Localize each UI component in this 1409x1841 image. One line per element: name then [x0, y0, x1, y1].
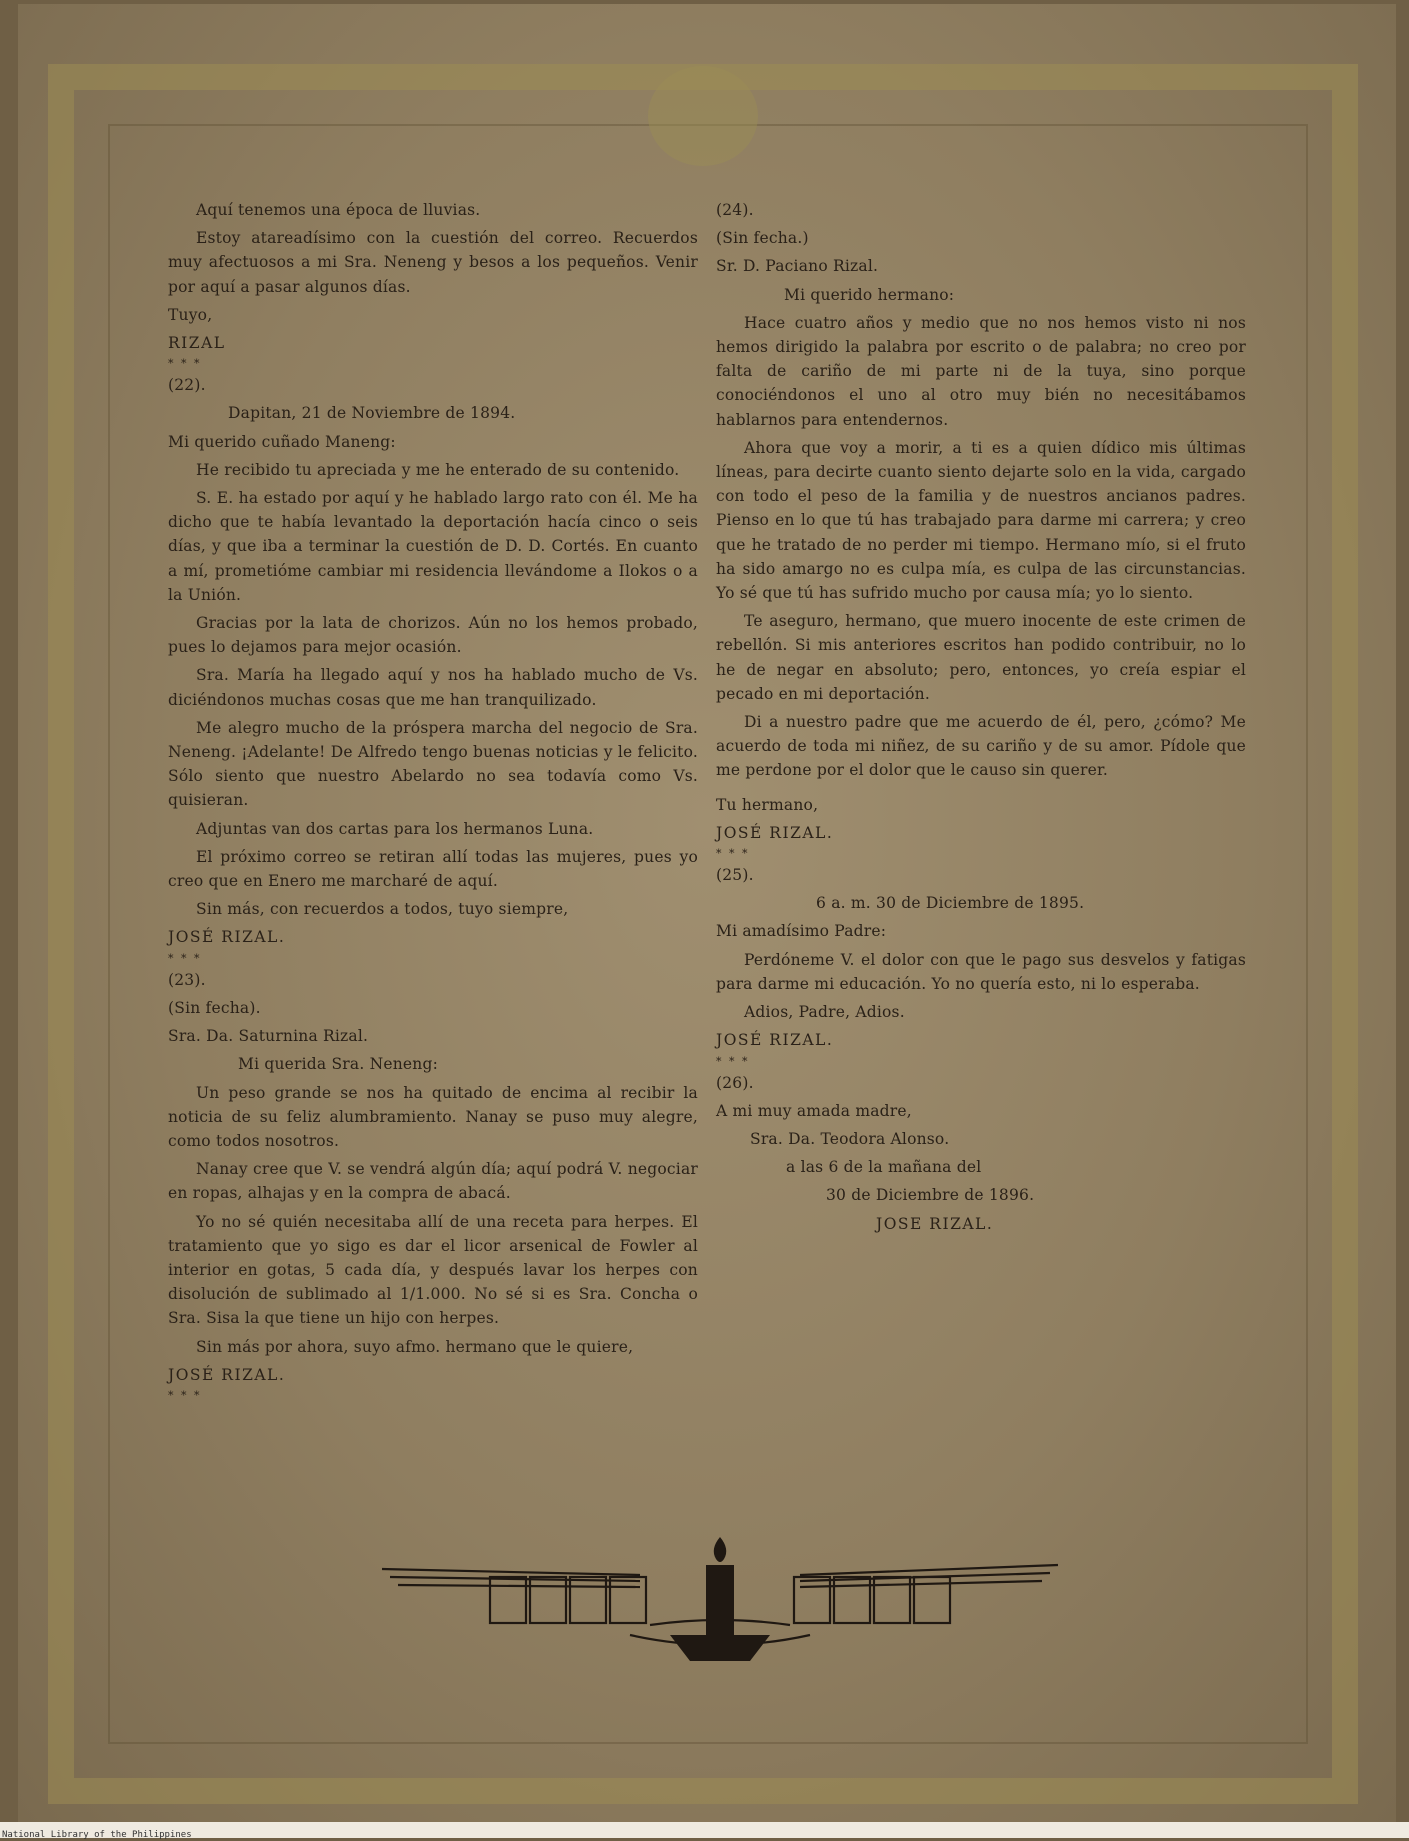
addressee: Sr. D. Paciano Rizal. — [716, 257, 879, 276]
letter-date: (Sin fecha). — [168, 998, 261, 1017]
letter-date: (Sin fecha.) — [716, 229, 809, 248]
salutation: Mi querido cuñado Maneng: — [168, 432, 396, 451]
paragraph: Adjuntas van dos cartas para los hermanos Luna. — [196, 819, 594, 838]
paragraph: Nanay cree que V. se vendrá algún día; aquí podrá V. negociar en ropas, alhajas y en la compra de abacá. — [168, 1160, 698, 1203]
paragraph: Yo no sé quién necesitaba allí de una receta para herpes. El tratamiento que yo sigo es dar el licor arsenical de Fowler al interior en gotas, 5 cada día, y después lavar los herpes con disolución de sublimado al 1/1.000. No sé si es Sra. Concha o Sra. Sisa la que tiene un hijo con herpes. — [168, 1212, 698, 1328]
book-and-candle-ornament — [380, 1535, 1060, 1665]
letter-number: (24). — [716, 201, 754, 219]
paragraph: Un peso grande se nos ha quitado de encima al recibir la noticia de su feliz alumbramiento. Nanay se puso muy alegre, como todos nosotros. — [168, 1083, 698, 1150]
paragraph: Te aseguro, hermano, que muero inocente de este crimen de rebellón. Si mis anteriores escritos han podido contribuir, no lo he de negar en absoluto; pero, entonces, yo creía espiar el pecado en mi deportación. — [716, 612, 1246, 703]
letter-place-date: Dapitan, 21 de Noviembre de 1894. — [228, 404, 516, 423]
signature: JOSÉ RIZAL. — [168, 928, 286, 947]
salutation: Mi amadísimo Padre: — [716, 922, 887, 941]
letter-number: (22). — [168, 376, 206, 395]
paragraph: Sra. María ha llegado aquí y nos ha hablado mucho de Vs. diciéndonos muchas cosas que me han tranquilizado. — [168, 666, 698, 709]
asterism: * * * — [168, 357, 202, 371]
footer-credit-strip — [0, 1822, 1409, 1838]
paragraph: Di a nuestro padre que me acuerdo de él, pero, ¿cómo? Me acuerdo de toda mi niñez, de su cariño y de su amor. Pídole que me perdone por el dolor que le causo sin querer. — [716, 713, 1246, 780]
closing: Tuyo, — [168, 305, 213, 324]
dedication-line: a las 6 de la mañana del — [786, 1158, 982, 1177]
paragraph: S. E. ha estado por aquí y he hablado largo rato con él. Me ha dicho que te había levantado la deportación hacía cinco o seis días, y que iba a terminar la cuestión de D. D. Cortés. En cuanto a mí, prometióme cambiar mi residencia llevándome a Ilokos o a la Unión. — [168, 489, 698, 604]
letter-number: (26). — [716, 1073, 754, 1092]
dedication-line: Sra. Da. Teodora Alonso. — [750, 1129, 950, 1148]
paragraph: Perdóneme V. el dolor con que le pago sus desvelos y fatigas para darme mi educación. Yo no quería esto, ni lo esperaba. — [716, 950, 1246, 993]
paragraph: Sin más, con recuerdos a todos, tuyo siempre, — [196, 900, 569, 919]
letter-number: (25). — [716, 866, 754, 885]
letter-number: (23). — [168, 970, 206, 989]
salutation: Mi querida Sra. Neneng: — [238, 1055, 439, 1074]
paragraph: Hace cuatro años y medio que no nos hemos visto ni nos hemos dirigido la palabra por escrito o de palabra; no creo por falta de cariño de mi parte ni de la tuya, sino porque conociéndonos el uno al otro muy bién no necesitábamos hablarnos para entendernos. — [716, 313, 1246, 429]
paragraph: Ahora que voy a morir, a ti es a quien dídico mis últimas líneas, para decirte cuanto siento dejarte solo en la vida, cargado con todo el peso de la familia y de nuestros ancianos padres. Pienso en lo que tú has trabajado para darme mi carrera; y creo que he tratado de no perder mi tiempo. Hermano mío, si el fruto ha sido amargo no es culpa mía, es culpa de las circunstancias. Yo sé que tú has sufrido mucho por causa mía; yo lo siento. — [716, 438, 1246, 603]
asterism: * * * — [168, 951, 202, 965]
paragraph: Me alegro mucho de la próspera marcha del negocio de Sra. Neneng. ¡Adelante! De Alfredo tengo buenas noticias y le felicito. Sólo siento que nuestro Abelardo no sea todavía como Vs. quisieran. — [168, 718, 698, 810]
paragraph: Gracias por la lata de chorizos. Aún no los hemos probado, pues lo dejamos para mejor ocasión. — [168, 614, 698, 657]
asterism: * * * — [168, 1388, 202, 1402]
left-column — [168, 198, 698, 1405]
salutation: Mi querido hermano: — [784, 285, 955, 304]
dedication-line: A mi muy amada madre, — [716, 1101, 912, 1120]
signature: JOSÉ RIZAL. — [168, 1365, 286, 1384]
signature: JOSE RIZAL. — [876, 1214, 994, 1233]
letter-date: 6 a. m. 30 de Diciembre de 1895. — [816, 894, 1085, 913]
paragraph: Estoy atareadísimo con la cuestión del correo. Recuerdos muy afectuosos a mi Sra. Neneng y besos a los pequeños. Venir por aquí a pasar algunos días. — [168, 229, 698, 296]
paragraph: Aquí tenemos una época de lluvias. — [196, 201, 481, 219]
signature: JOSÉ RIZAL. — [716, 1031, 834, 1050]
right-column — [716, 198, 1246, 1240]
paragraph: He recibido tu apreciada y me he enterado de su contenido. — [196, 460, 680, 479]
dedication-line: 30 de Diciembre de 1896. — [826, 1186, 1035, 1205]
footer-credit: National Library of the Philippines — [2, 1830, 192, 1840]
paragraph: Sin más por ahora, suyo afmo. hermano que le quiere, — [196, 1337, 634, 1356]
closing: Tu hermano, — [716, 795, 819, 814]
header-crest-ornament — [648, 66, 758, 166]
signature: JOSÉ RIZAL. — [716, 823, 834, 842]
paragraph: Adios, Padre, Adios. — [744, 1003, 905, 1022]
asterism: * * * — [716, 847, 750, 861]
asterism: * * * — [716, 1054, 750, 1068]
addressee: Sra. Da. Saturnina Rizal. — [168, 1027, 369, 1046]
signature: RIZAL — [168, 334, 226, 353]
paragraph: El próximo correo se retiran allí todas las mujeres, pues yo creo que en Enero me marcharé de aquí. — [168, 847, 698, 891]
